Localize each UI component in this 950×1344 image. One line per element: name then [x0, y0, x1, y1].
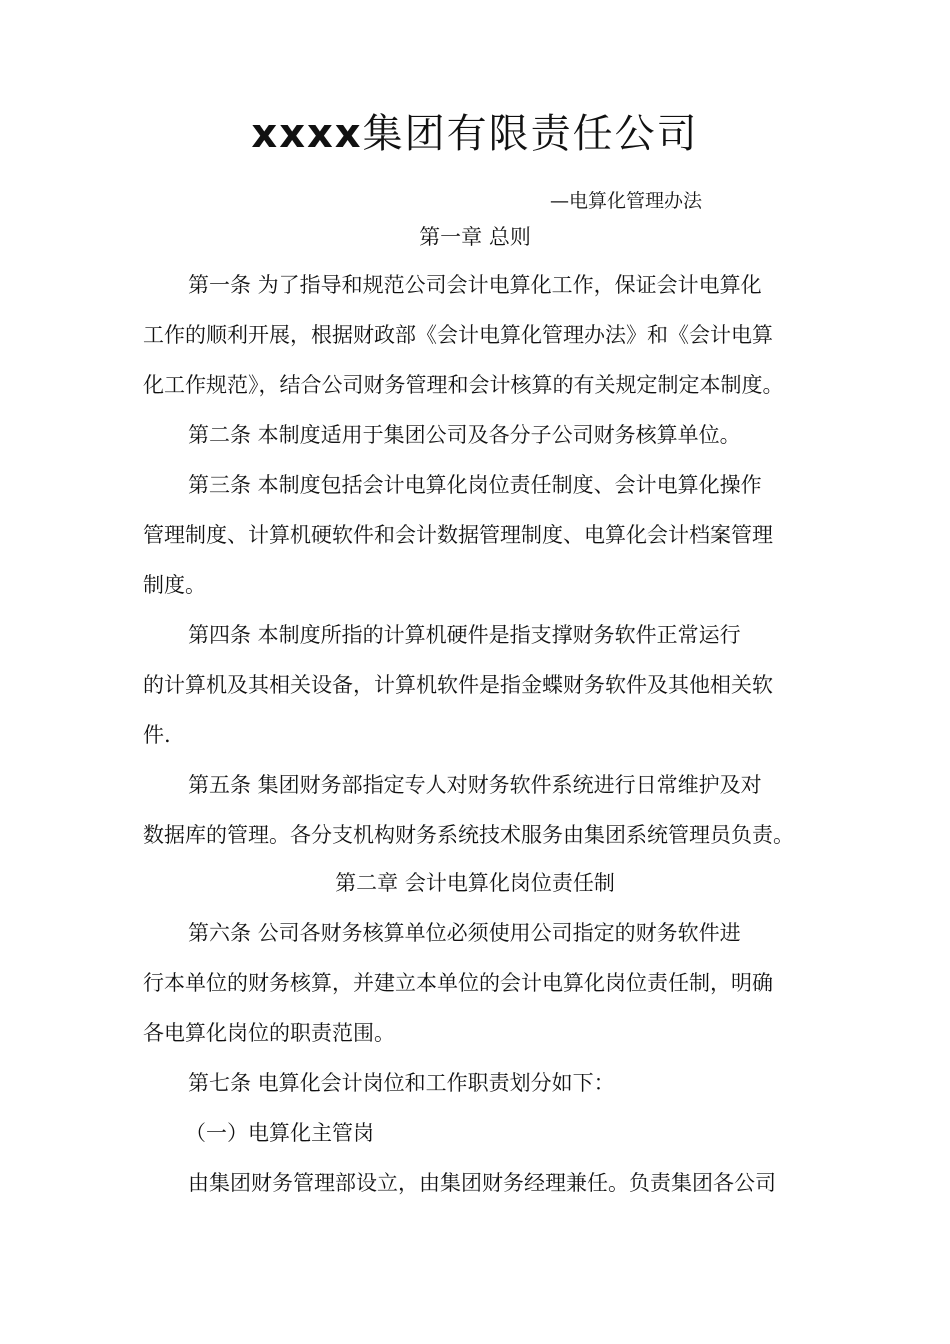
title-cjk: 集团有限责任公司	[362, 111, 699, 157]
paragraph-line: 数据库的管理。各分支机构财务系统技术服务由集团系统管理员负责。	[143, 823, 794, 847]
paragraph-line: 第七条 电算化会计岗位和工作职责划分如下：	[188, 1071, 615, 1095]
paragraph-line: 各电算化岗位的职责范围。	[143, 1021, 395, 1045]
paragraph-line: 件.	[143, 723, 171, 747]
paragraph-line: 工作的顺利开展，根据财政部《会计电算化管理办法》和《会计电算	[143, 323, 773, 347]
document-subtitle: —电算化管理办法	[550, 190, 703, 212]
paragraph-line: 化工作规范》，结合公司财务管理和会计核算的有关规定制定本制度。	[143, 373, 784, 397]
paragraph-line: 由集团财务管理部设立，由集团财务经理兼任。负责集团各公司	[188, 1171, 776, 1195]
paragraph-line: 第六条 公司各财务核算单位必须使用公司指定的财务软件进	[188, 921, 741, 945]
paragraph-line: 第一条 为了指导和规范公司会计电算化工作，保证会计电算化	[188, 273, 762, 297]
paragraph-line: 第三条 本制度包括会计电算化岗位责任制度、会计电算化操作	[188, 473, 762, 497]
paragraph-line: （一）电算化主管岗	[185, 1121, 374, 1145]
paragraph-line: 第二条 本制度适用于集团公司及各分子公司财务核算单位。	[188, 423, 741, 447]
title-latin: xxxx	[251, 111, 363, 157]
paragraph-line: 管理制度、计算机硬软件和会计数据管理制度、电算化会计档案管理	[143, 523, 773, 547]
paragraph-line: 第四条 本制度所指的计算机硬件是指支撑财务软件正常运行	[188, 623, 741, 647]
paragraph-line: 的计算机及其相关设备，计算机软件是指金蝶财务软件及其他相关软	[143, 673, 773, 697]
paragraph-line: 第五条 集团财务部指定专人对财务软件系统进行日常维护及对	[188, 773, 762, 797]
paragraph-line: 行本单位的财务核算，并建立本单位的会计电算化岗位责任制，明确	[143, 971, 773, 995]
chapter-heading-1: 第一章 总则	[419, 225, 531, 249]
paragraph-line: 制度。	[143, 573, 206, 597]
document-title	[0, 108, 950, 160]
chapter-heading-2: 第二章 会计电算化岗位责任制	[335, 871, 615, 895]
